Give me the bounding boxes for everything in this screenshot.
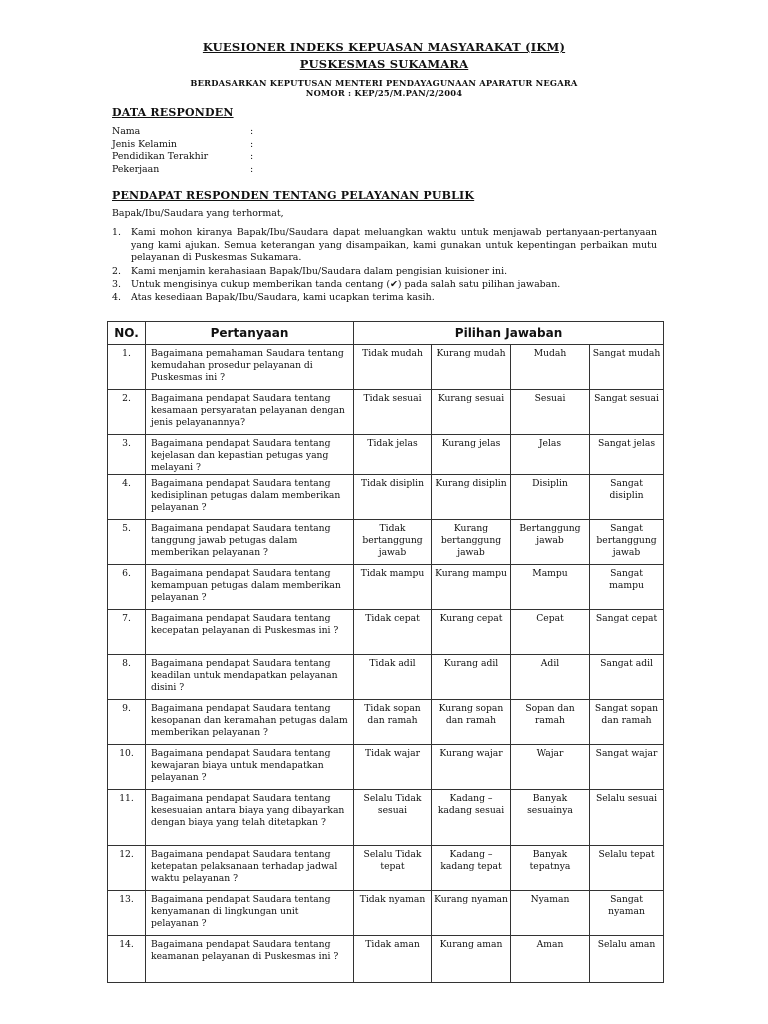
- table-row: [108, 565, 664, 610]
- table-row: [108, 475, 664, 520]
- table-row: [108, 610, 664, 655]
- table-row: [108, 936, 664, 983]
- question-text: Bagaimana pendapat Saudara tentang keadilan untuk mendapatkan pelayanan disini ?: [146, 655, 354, 700]
- answer-option[interactable]: Sangat wajar: [590, 745, 664, 790]
- answer-option[interactable]: Tidak wajar: [354, 745, 432, 790]
- greeting: Bapak/Ibu/Saudara yang terhormat,: [112, 208, 284, 219]
- answer-option[interactable]: Sangat sopan dan ramah: [590, 700, 664, 745]
- answer-option[interactable]: Mudah: [511, 345, 590, 390]
- table-row: [108, 790, 664, 846]
- answer-option[interactable]: Aman: [511, 936, 590, 983]
- table-row: [108, 891, 664, 936]
- document-title: KUESIONER INDEKS KEPUASAN MASYARAKAT (IKM): [202, 40, 566, 54]
- row-number: 9.: [108, 700, 146, 745]
- instruction-text: Kami mohon kiranya Bapak/Ibu/Saudara dapat meluangkan waktu untuk menjawab pertanyaan-pertanyaan yang kami ajukan. Semua keterangan yang disampaikan, kami gunakan untuk kepentingan perbaikan mutu pelayanan di Puskesmas Sukamara.: [131, 227, 657, 264]
- question-text: Bagaimana pendapat Saudara tentang tanggung jawab petugas dalam memberikan pelayanan ?: [146, 520, 354, 565]
- answer-option[interactable]: Nyaman: [511, 891, 590, 936]
- table-row: [108, 846, 664, 891]
- row-number: 5.: [108, 520, 146, 565]
- row-number: 11.: [108, 790, 146, 846]
- answer-option[interactable]: Tidak bertanggung jawab: [354, 520, 432, 565]
- answer-option[interactable]: Kurang nyaman: [432, 891, 511, 936]
- field-label-education: Pendidikan Terakhir: [112, 151, 209, 162]
- instruction-number: 1.: [112, 227, 121, 238]
- answer-option[interactable]: Sangat nyaman: [590, 891, 664, 936]
- answer-option[interactable]: Jelas: [511, 435, 590, 475]
- row-number: 2.: [108, 390, 146, 435]
- question-text: Bagaimana pendapat Saudara tentang kemampuan petugas dalam memberikan pelayanan ?: [146, 565, 354, 610]
- answer-option[interactable]: Tidak mampu: [354, 565, 432, 610]
- row-number: 13.: [108, 891, 146, 936]
- answer-option[interactable]: Sangat bertanggung jawab: [590, 520, 664, 565]
- question-text: Bagaimana pendapat Saudara tentang kedisiplinan petugas dalam memberikan pelayanan ?: [146, 475, 354, 520]
- answer-option[interactable]: Adil: [511, 655, 590, 700]
- question-text: Bagaimana pendapat Saudara tentang kesopanan dan keramahan petugas dalam memberikan pelayanan ?: [146, 700, 354, 745]
- table-row: [108, 700, 664, 745]
- question-text: Bagaimana pendapat Saudara tentang kewajaran biaya untuk mendapatkan pelayanan ?: [146, 745, 354, 790]
- answer-option[interactable]: Bertanggung jawab: [511, 520, 590, 565]
- question-text: Bagaimana pendapat Saudara tentang kesamaan persyaratan pelayanan dengan jenis pelayanannya?: [146, 390, 354, 435]
- field-colon-gender: :: [250, 139, 254, 150]
- field-label-occupation: Pekerjaan: [112, 164, 160, 175]
- answer-option[interactable]: Wajar: [511, 745, 590, 790]
- answer-option[interactable]: Tidak nyaman: [354, 891, 432, 936]
- answer-option[interactable]: Sangat mampu: [590, 565, 664, 610]
- answer-option[interactable]: Selalu Tidak sesuai: [354, 790, 432, 846]
- table-row: [108, 435, 664, 475]
- table-row: [108, 390, 664, 435]
- instruction-text: Kami menjamin kerahasiaan Bapak/Ibu/Saudara dalam pengisian kuisioner ini.: [131, 266, 508, 277]
- answer-option[interactable]: Sangat jelas: [590, 435, 664, 475]
- table-header-row: [108, 322, 664, 345]
- instruction-number: 3.: [112, 279, 121, 290]
- opinion-heading: PENDAPAT RESPONDEN TENTANG PELAYANAN PUBLIK: [112, 189, 475, 202]
- answer-option[interactable]: Mampu: [511, 565, 590, 610]
- table-row: [108, 520, 664, 565]
- answer-option[interactable]: Kurang mudah: [432, 345, 511, 390]
- table-row: [108, 655, 664, 700]
- answer-option[interactable]: Tidak adil: [354, 655, 432, 700]
- answer-option[interactable]: Tidak mudah: [354, 345, 432, 390]
- answer-option[interactable]: Kurang sopan dan ramah: [432, 700, 511, 745]
- answer-option[interactable]: Kurang sesuai: [432, 390, 511, 435]
- row-number: 14.: [108, 936, 146, 983]
- question-text: Bagaimana pendapat Saudara tentang kesesuaian antara biaya yang dibayarkan dengan biaya yang telah ditetapkan ?: [146, 790, 354, 846]
- decree-basis: BERDASARKAN KEPUTUSAN MENTERI PENDAYAGUNAAN APARATUR NEGARA: [190, 78, 578, 88]
- question-text: Bagaimana pemahaman Saudara tentang kemudahan prosedur pelayanan di Puskesmas ini ?: [146, 345, 354, 390]
- header-question: Pertanyaan: [146, 322, 354, 345]
- field-colon-name: :: [250, 126, 254, 137]
- answer-option[interactable]: Kadang – kadang tepat: [432, 846, 511, 891]
- answer-option[interactable]: Tidak sopan dan ramah: [354, 700, 432, 745]
- answer-option[interactable]: Sesuai: [511, 390, 590, 435]
- answer-option[interactable]: Banyak sesuainya: [511, 790, 590, 846]
- answer-option[interactable]: Sopan dan ramah: [511, 700, 590, 745]
- row-number: 12.: [108, 846, 146, 891]
- row-number: 3.: [108, 435, 146, 475]
- answer-option[interactable]: Disiplin: [511, 475, 590, 520]
- row-number: 7.: [108, 610, 146, 655]
- answer-option[interactable]: Kurang wajar: [432, 745, 511, 790]
- answer-option[interactable]: Banyak tepatnya: [511, 846, 590, 891]
- question-text: Bagaimana pendapat Saudara tentang ketepatan pelaksanaan terhadap jadwal waktu pelayanan ?: [146, 846, 354, 891]
- decree-number: NOMOR : KEP/25/M.PAN/2/2004: [305, 88, 463, 98]
- answer-option[interactable]: Kadang – kadang sesuai: [432, 790, 511, 846]
- question-text: Bagaimana pendapat Saudara tentang kecepatan pelayanan di Puskesmas ini ?: [146, 610, 354, 655]
- document-subtitle: PUSKESMAS SUKAMARA: [299, 57, 469, 71]
- answer-option[interactable]: Kurang bertanggung jawab: [432, 520, 511, 565]
- answer-option[interactable]: Cepat: [511, 610, 590, 655]
- answer-option[interactable]: Tidak sesuai: [354, 390, 432, 435]
- answer-option[interactable]: Tidak jelas: [354, 435, 432, 475]
- answer-option[interactable]: Kurang aman: [432, 936, 511, 983]
- instruction-text: Atas kesediaan Bapak/Ibu/Saudara, kami ucapkan terima kasih.: [131, 292, 435, 303]
- answer-option[interactable]: Sangat sesuai: [590, 390, 664, 435]
- answer-option[interactable]: Kurang mampu: [432, 565, 511, 610]
- answer-option[interactable]: Kurang adil: [432, 655, 511, 700]
- answer-option[interactable]: Selalu aman: [590, 936, 664, 983]
- row-number: 1.: [108, 345, 146, 390]
- answer-option[interactable]: Selalu tepat: [590, 846, 664, 891]
- question-text: Bagaimana pendapat Saudara tentang keamanan pelayanan di Puskesmas ini ?: [146, 936, 354, 983]
- question-text: Bagaimana pendapat Saudara tentang kenyamanan di lingkungan unit pelayanan ?: [146, 891, 354, 936]
- field-colon-occupation: :: [250, 164, 254, 175]
- field-label-name: Nama: [112, 126, 141, 137]
- row-number: 10.: [108, 745, 146, 790]
- answer-option[interactable]: Sangat disiplin: [590, 475, 664, 520]
- row-number: 6.: [108, 565, 146, 610]
- answer-option[interactable]: Kurang disiplin: [432, 475, 511, 520]
- instruction-number: 4.: [112, 292, 121, 303]
- field-label-gender: Jenis Kelamin: [112, 139, 177, 150]
- instruction-text: Untuk mengisinya cukup memberikan tanda centang (✔) pada salah satu pilihan jawaban.: [131, 279, 561, 290]
- answer-option[interactable]: Tidak aman: [354, 936, 432, 983]
- answer-option[interactable]: Tidak cepat: [354, 610, 432, 655]
- table-row: [108, 345, 664, 390]
- instruction-number: 2.: [112, 266, 121, 277]
- row-number: 4.: [108, 475, 146, 520]
- questionnaire-table: [107, 321, 664, 983]
- row-number: 8.: [108, 655, 146, 700]
- answer-option[interactable]: Kurang jelas: [432, 435, 511, 475]
- header-answers: Pilihan Jawaban: [354, 322, 664, 345]
- answer-option[interactable]: Selalu sesuai: [590, 790, 664, 846]
- table-row: [108, 745, 664, 790]
- answer-option[interactable]: Sangat cepat: [590, 610, 664, 655]
- respondent-heading: DATA RESPONDEN: [112, 106, 234, 119]
- answer-option[interactable]: Kurang cepat: [432, 610, 511, 655]
- answer-option[interactable]: Sangat adil: [590, 655, 664, 700]
- field-colon-education: :: [250, 151, 254, 162]
- answer-option[interactable]: Tidak disiplin: [354, 475, 432, 520]
- header-no: NO.: [108, 322, 146, 345]
- answer-option[interactable]: Selalu Tidak tepat: [354, 846, 432, 891]
- question-text: Bagaimana pendapat Saudara tentang kejelasan dan kepastian petugas yang melayani ?: [146, 435, 354, 475]
- answer-option[interactable]: Sangat mudah: [590, 345, 664, 390]
